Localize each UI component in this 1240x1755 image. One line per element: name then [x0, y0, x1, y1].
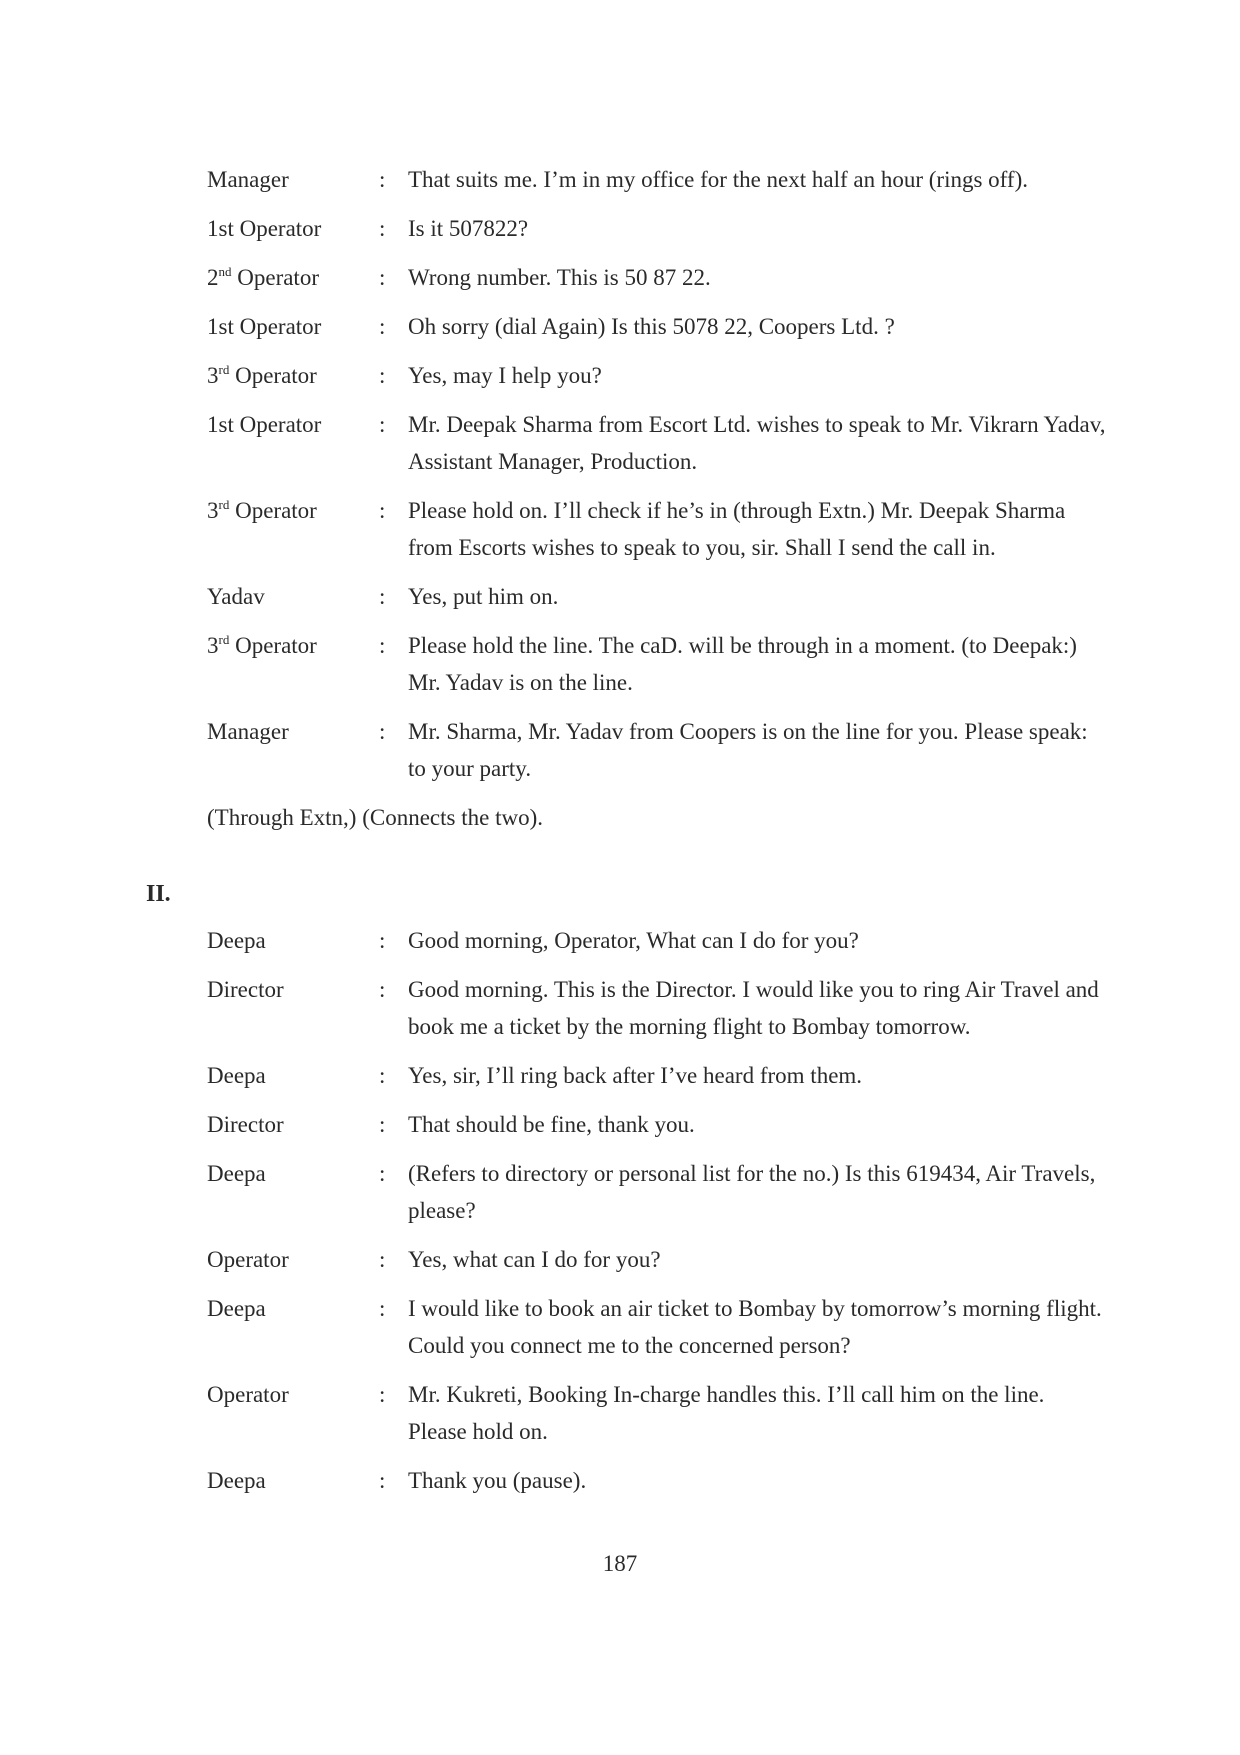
dialogue-line: That should be fine, thank you.: [408, 1112, 695, 1137]
dialogue-line: Yes, sir, I’ll ring back after I’ve heard from them.: [408, 1063, 863, 1088]
dialogue-line: Please hold the line. The caD. will be through in a moment. (to Deepak:) Mr. Yadav is on the line.: [408, 633, 1077, 695]
dialogue-line: Yes, may I help you?: [408, 363, 602, 388]
speaker-name: [207, 259, 379, 296]
dialogue-row: [207, 713, 1107, 787]
speaker-name: Director: [207, 1112, 284, 1137]
separator-colon: :: [379, 167, 386, 192]
speaker-name: [207, 357, 379, 394]
stage-direction-note: (Through Extn,) (Connects the two).: [207, 805, 543, 830]
separator-colon: :: [379, 1382, 386, 1407]
speaker-name: [207, 492, 379, 529]
speaker-ordinal-suffix: rd: [218, 362, 230, 377]
separator-colon: :: [379, 1296, 386, 1321]
dialogue-row: [207, 578, 1107, 615]
speaker-name: Deepa: [207, 1468, 266, 1493]
dialogue-line: That suits me. I’m in my office for the next half an hour (rings off).: [408, 167, 1028, 192]
speaker-name: 1st Operator: [207, 314, 322, 339]
dialogue-line: Mr. Sharma, Mr. Yadav from Coopers is on the line for you. Please speak: to your party.: [408, 719, 1088, 781]
speaker-name: Manager: [207, 719, 289, 744]
speaker-name: Director: [207, 977, 284, 1002]
speaker-name: Deepa: [207, 1161, 266, 1186]
speaker-name: Yadav: [207, 584, 265, 609]
speaker-name: [207, 627, 379, 664]
separator-colon: :: [379, 498, 386, 523]
speaker-role: Operator: [229, 498, 317, 523]
separator-colon: :: [379, 216, 386, 241]
speaker-ordinal-suffix: rd: [218, 497, 230, 512]
dialogue-section-2: [207, 922, 1107, 1511]
dialogue-line: Please hold on. I’ll check if he’s in (through Extn.) Mr. Deepak Sharma from Escorts wishes to speak to you, sir. Shall I send the call in.: [408, 498, 1066, 560]
dialogue-line: Thank you (pause).: [408, 1468, 587, 1493]
dialogue-section-1: [207, 161, 1107, 836]
separator-colon: :: [379, 633, 386, 658]
dialogue-line: Mr. Deepak Sharma from Escort Ltd. wishes to speak to Mr. Vikrarn Yadav, Assistant Manager, Production.: [408, 412, 1106, 474]
speaker-ordinal: 3: [207, 633, 219, 658]
separator-colon: :: [379, 1247, 386, 1272]
dialogue-line: Wrong number. This is 50 87 22.: [408, 265, 711, 290]
dialogue-line: Mr. Kukreti, Booking In-charge handles this. I’ll call him on the line. Please hold on.: [408, 1382, 1045, 1444]
dialogue-line: Oh sorry (dial Again) Is this 5078 22, Coopers Ltd. ?: [408, 314, 895, 339]
speaker-ordinal-suffix: rd: [218, 632, 230, 647]
dialogue-row: [207, 1241, 1107, 1278]
dialogue-row: [207, 210, 1107, 247]
separator-colon: :: [379, 363, 386, 388]
speaker-name: Deepa: [207, 1063, 266, 1088]
speaker-role: Operator: [229, 363, 317, 388]
separator-colon: :: [379, 719, 386, 744]
dialogue-row: [207, 357, 1107, 394]
dialogue-line: Yes, what can I do for you?: [408, 1247, 661, 1272]
separator-colon: :: [379, 1063, 386, 1088]
dialogue-row: [207, 922, 1107, 959]
speaker-name: Deepa: [207, 1296, 266, 1321]
dialogue-line: I would like to book an air ticket to Bombay by tomorrow’s morning flight. Could you connect me to the concerned person?: [408, 1296, 1102, 1358]
separator-colon: :: [379, 1468, 386, 1493]
section-heading: II.: [146, 881, 171, 907]
speaker-ordinal: 2: [207, 265, 219, 290]
speaker-ordinal: 3: [207, 498, 219, 523]
dialogue-line: Is it 507822?: [408, 216, 529, 241]
speaker-name: 1st Operator: [207, 412, 322, 437]
speaker-name: Operator: [207, 1247, 289, 1272]
dialogue-row: [207, 1057, 1107, 1094]
speaker-role: Operator: [231, 265, 319, 290]
dialogue-line: Good morning. This is the Director. I would like you to ring Air Travel and book me a ticket by the morning flight to Bombay tomorrow.: [408, 977, 1099, 1039]
page-number: 187: [602, 1551, 638, 1576]
speaker-name: Deepa: [207, 928, 266, 953]
separator-colon: :: [379, 1112, 386, 1137]
dialogue-line: (Refers to directory or personal list for the no.) Is this 619434, Air Travels, please?: [408, 1161, 1096, 1223]
dialogue-row: [207, 161, 1107, 198]
speaker-ordinal-suffix: nd: [218, 264, 232, 279]
separator-colon: :: [379, 412, 386, 437]
dialogue-line: Yes, put him on.: [408, 584, 559, 609]
dialogue-row: [207, 1155, 1107, 1229]
dialogue-row: [207, 627, 1107, 701]
dialogue-row: [207, 406, 1107, 480]
speaker-name: Operator: [207, 1382, 289, 1407]
dialogue-line: Good morning, Operator, What can I do for you?: [408, 928, 859, 953]
speaker-role: Operator: [229, 633, 317, 658]
separator-colon: :: [379, 1161, 386, 1186]
separator-colon: :: [379, 314, 386, 339]
dialogue-row: [207, 971, 1107, 1045]
dialogue-row: [207, 1376, 1107, 1450]
dialogue-row: [207, 1290, 1107, 1364]
dialogue-row: [207, 1462, 1107, 1499]
speaker-name: Manager: [207, 167, 289, 192]
speaker-name: 1st Operator: [207, 216, 322, 241]
separator-colon: :: [379, 977, 386, 1002]
dialogue-row: [207, 259, 1107, 296]
dialogue-row: [207, 1106, 1107, 1143]
separator-colon: :: [379, 265, 386, 290]
speaker-ordinal: 3: [207, 363, 219, 388]
dialogue-row: [207, 308, 1107, 345]
separator-colon: :: [379, 584, 386, 609]
separator-colon: :: [379, 928, 386, 953]
dialogue-row: [207, 492, 1107, 566]
